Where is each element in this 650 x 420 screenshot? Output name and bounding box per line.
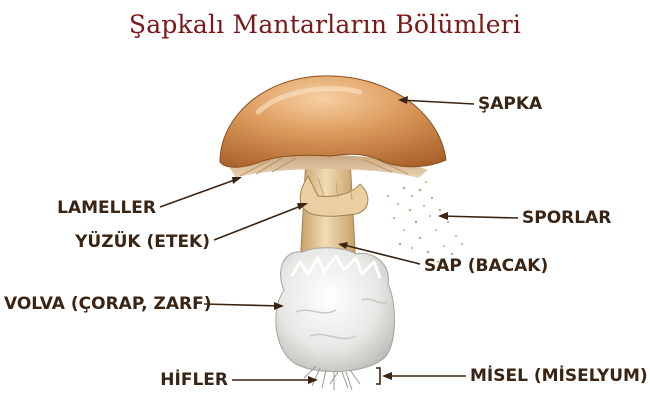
label-volva: VOLVA (ÇORAP, ZARF) bbox=[4, 294, 212, 314]
diagram-title: Şapkalı Mantarların Bölümleri bbox=[128, 10, 522, 39]
label-lameller: LAMELLER bbox=[57, 198, 156, 218]
label-sapka: ŞAPKA bbox=[478, 94, 543, 114]
label-misel: MİSEL (MİSELYUM) bbox=[470, 366, 648, 386]
label-sporlar: SPORLAR bbox=[522, 208, 612, 228]
label-yuzuk: YÜZÜK (ETEK) bbox=[75, 232, 210, 252]
label-hifler: HİFLER bbox=[160, 370, 228, 390]
label-sap: SAP (BACAK) bbox=[424, 256, 549, 276]
